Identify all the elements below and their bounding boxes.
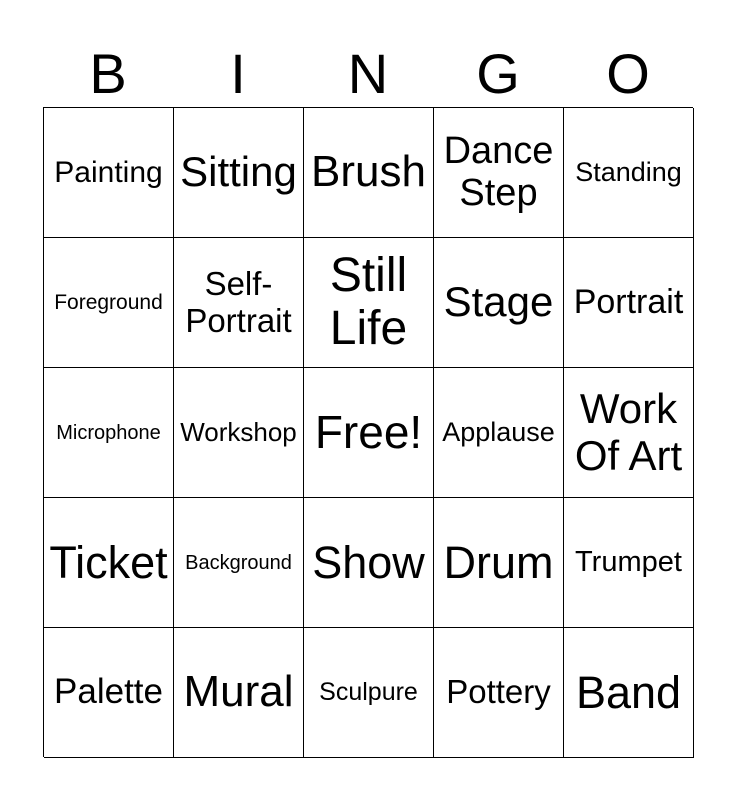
- cell-label: Applause: [442, 416, 555, 447]
- bingo-cell[interactable]: [304, 628, 434, 758]
- cell-label: Band: [575, 666, 682, 718]
- bingo-cell[interactable]: [174, 498, 304, 628]
- cell-label: Drum: [443, 536, 554, 588]
- bingo-cell[interactable]: [564, 368, 694, 498]
- free-space-cell[interactable]: [304, 368, 434, 498]
- cell-label: Brush: [311, 147, 426, 197]
- cell-label: Painting: [54, 156, 163, 189]
- header-letter-n: N: [347, 42, 389, 105]
- bingo-cell[interactable]: [564, 628, 694, 758]
- cell-label: Background: [185, 551, 292, 574]
- bingo-cell[interactable]: [434, 108, 564, 238]
- bingo-cell[interactable]: [44, 238, 174, 368]
- cell-label: Sculpure: [319, 677, 418, 706]
- cell-label: Foreground: [54, 290, 163, 314]
- bingo-cell[interactable]: [174, 628, 304, 758]
- cell-label: Mural: [183, 667, 294, 717]
- bingo-cell[interactable]: [564, 108, 694, 238]
- bingo-header: [43, 40, 693, 108]
- bingo-cell[interactable]: [434, 628, 564, 758]
- cell-label: Portrait: [573, 282, 684, 321]
- cell-label: Dance Step: [443, 129, 554, 214]
- header-letter-i: I: [230, 42, 246, 105]
- cell-label: Still Life: [329, 248, 408, 355]
- bingo-cell[interactable]: [304, 108, 434, 238]
- bingo-cell[interactable]: [174, 238, 304, 368]
- cell-label: Palette: [54, 672, 163, 712]
- cell-label: Microphone: [56, 421, 161, 444]
- cell-label: Show: [312, 536, 425, 588]
- cell-label: Ticket: [49, 536, 168, 588]
- cell-label: Pottery: [446, 673, 551, 711]
- cell-label: Stage: [443, 278, 554, 326]
- cell-label: Free!: [314, 406, 423, 459]
- bingo-cell[interactable]: [564, 498, 694, 628]
- bingo-cell[interactable]: [44, 368, 174, 498]
- bingo-cell[interactable]: [304, 498, 434, 628]
- bingo-cell[interactable]: [44, 498, 174, 628]
- bingo-board: [43, 107, 693, 757]
- cell-label: Workshop: [180, 417, 297, 448]
- bingo-cell[interactable]: [434, 498, 564, 628]
- bingo-cell[interactable]: [174, 108, 304, 238]
- header-letter-g: G: [476, 42, 520, 105]
- bingo-cell[interactable]: [564, 238, 694, 368]
- bingo-cell[interactable]: [44, 108, 174, 238]
- bingo-cell[interactable]: [434, 368, 564, 498]
- bingo-cell[interactable]: [304, 238, 434, 368]
- bingo-cell[interactable]: [434, 238, 564, 368]
- cell-label: Trumpet: [575, 545, 682, 578]
- cell-label: Sitting: [180, 148, 297, 196]
- cell-label: Work Of Art: [574, 385, 683, 479]
- cell-label: Self-Portrait: [185, 265, 292, 339]
- bingo-cell[interactable]: [174, 368, 304, 498]
- header-letter-o: O: [606, 42, 650, 105]
- header-letter-b: B: [89, 42, 127, 105]
- bingo-cell[interactable]: [44, 628, 174, 758]
- cell-label: Standing: [575, 156, 682, 187]
